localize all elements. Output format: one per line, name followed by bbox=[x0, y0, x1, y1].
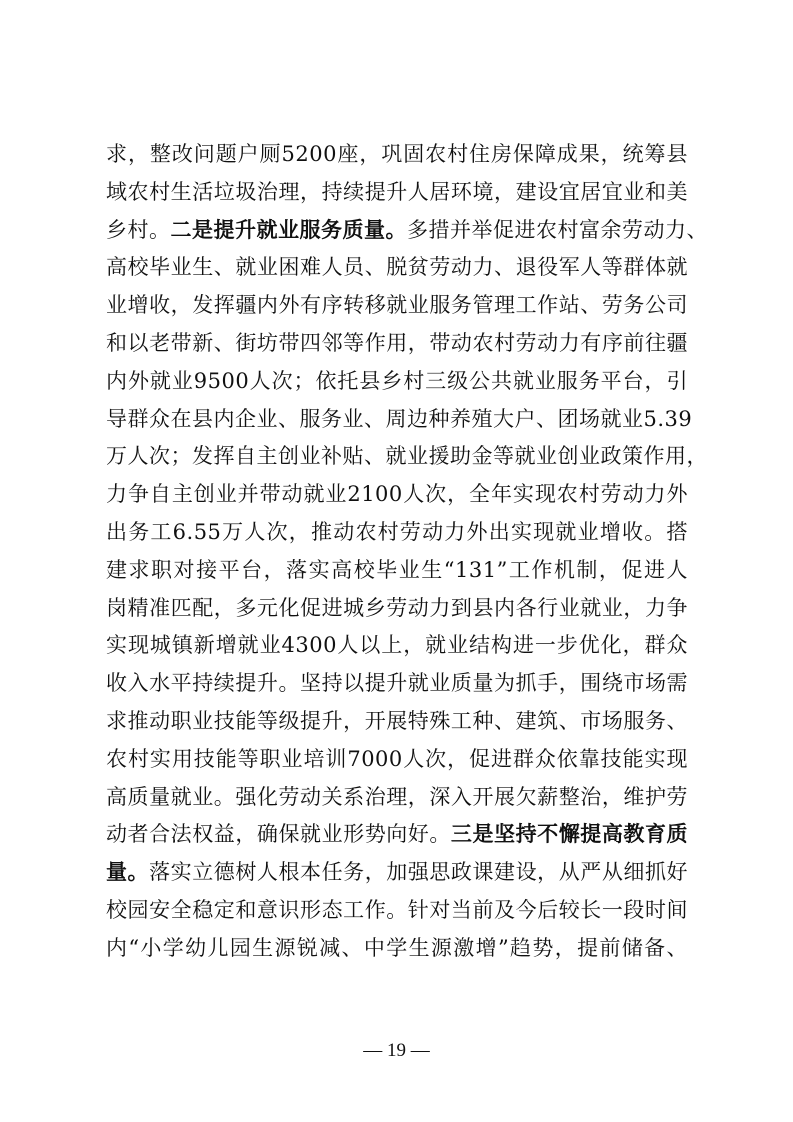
text-line bbox=[106, 779, 688, 817]
text-line bbox=[106, 854, 688, 892]
text-line bbox=[106, 325, 688, 363]
paragraph-text: 出务工6.55万人次，推动农村劳动力外出实现就业增收。搭 bbox=[106, 519, 688, 544]
text-line bbox=[106, 892, 688, 930]
bold-heading-text: 三是坚持不懈提高教育质 bbox=[450, 822, 688, 847]
text-line bbox=[106, 401, 693, 439]
text-line bbox=[106, 363, 688, 401]
paragraph-text: 高校毕业生、就业困难人员、脱贫劳动力、退役军人等群体就 bbox=[106, 255, 688, 280]
text-line bbox=[106, 552, 688, 590]
paragraph-text: 内外就业9500人次；依托县乡村三级公共就业服务平台，引 bbox=[106, 368, 688, 393]
text-line bbox=[106, 665, 688, 703]
paragraph-text: 求推动职业技能等级提升，开展特殊工种、建筑、市场服务、 bbox=[106, 708, 688, 733]
text-line bbox=[106, 514, 688, 552]
text-line bbox=[106, 930, 688, 968]
paragraph-text: 乡村。 bbox=[106, 217, 171, 242]
text-line bbox=[106, 476, 688, 514]
text-line bbox=[106, 136, 688, 174]
paragraph-text: 多措并举促进农村富余劳动力、 bbox=[407, 217, 708, 242]
text-line bbox=[106, 287, 688, 325]
bold-heading-text: 量。 bbox=[106, 860, 150, 885]
text-line bbox=[106, 212, 708, 250]
text-line bbox=[106, 590, 688, 628]
body-text bbox=[106, 136, 708, 968]
paragraph-text: 建求职对接平台，落实高校毕业生“131”工作机制，促进人 bbox=[106, 557, 688, 582]
paragraph-text: 实现城镇新增就业4300人以上，就业结构进一步优化，群众 bbox=[106, 633, 688, 658]
text-line bbox=[106, 741, 688, 779]
paragraph-text: 和以老带新、街坊带四邻等作用，带动农村劳动力有序前往疆 bbox=[106, 330, 688, 355]
paragraph-text: 落实立德树人根本任务，加强思政课建设，从严从细抓好 bbox=[149, 860, 689, 885]
paragraph-text: 万人次；发挥自主创业补贴、就业援助金等就业创业政策作用， bbox=[106, 444, 708, 469]
paragraph-text: 业增收，发挥疆内外有序转移就业服务管理工作站、劳务公司 bbox=[106, 293, 688, 318]
paragraph-text: 农村实用技能等职业培训7000人次，促进群众依靠技能实现 bbox=[106, 746, 688, 771]
paragraph-text: 导群众在县内企业、服务业、周边种养殖大户、团场就业5.39 bbox=[106, 406, 693, 431]
paragraph-text: 域农村生活垃圾治理，持续提升人居环境，建设宜居宜业和美 bbox=[106, 179, 688, 204]
paragraph-text: 高质量就业。强化劳动关系治理，深入开展欠薪整治，维护劳 bbox=[106, 784, 688, 809]
page-number: — 19 — bbox=[363, 1040, 430, 1061]
paragraph-text: 内“小学幼儿园生源锐减、中学生源激增”趋势，提前储备、 bbox=[106, 935, 688, 960]
paragraph-text: 求，整改问题户厕5200座，巩固农村住房保障成果，统筹县 bbox=[106, 142, 688, 166]
bold-heading-text: 二是提升就业服务质量。 bbox=[170, 217, 407, 242]
text-line bbox=[106, 438, 708, 476]
text-line bbox=[106, 174, 688, 212]
text-line bbox=[106, 627, 688, 665]
text-line bbox=[106, 703, 688, 741]
paragraph-text: 动者合法权益，确保就业形势向好。 bbox=[106, 822, 451, 847]
paragraph-text: 收入水平持续提升。坚持以提升就业质量为抓手，围绕市场需 bbox=[106, 671, 688, 696]
text-line bbox=[106, 249, 688, 287]
paragraph-text: 力争自主创业并带动就业2100人次，全年实现农村劳动力外 bbox=[106, 482, 688, 507]
text-line bbox=[106, 816, 688, 854]
paragraph-text: 校园安全稳定和意识形态工作。针对当前及今后较长一段时间 bbox=[106, 897, 688, 922]
paragraph-text: 岗精准匹配，多元化促进城乡劳动力到县内各行业就业，力争 bbox=[106, 595, 688, 620]
